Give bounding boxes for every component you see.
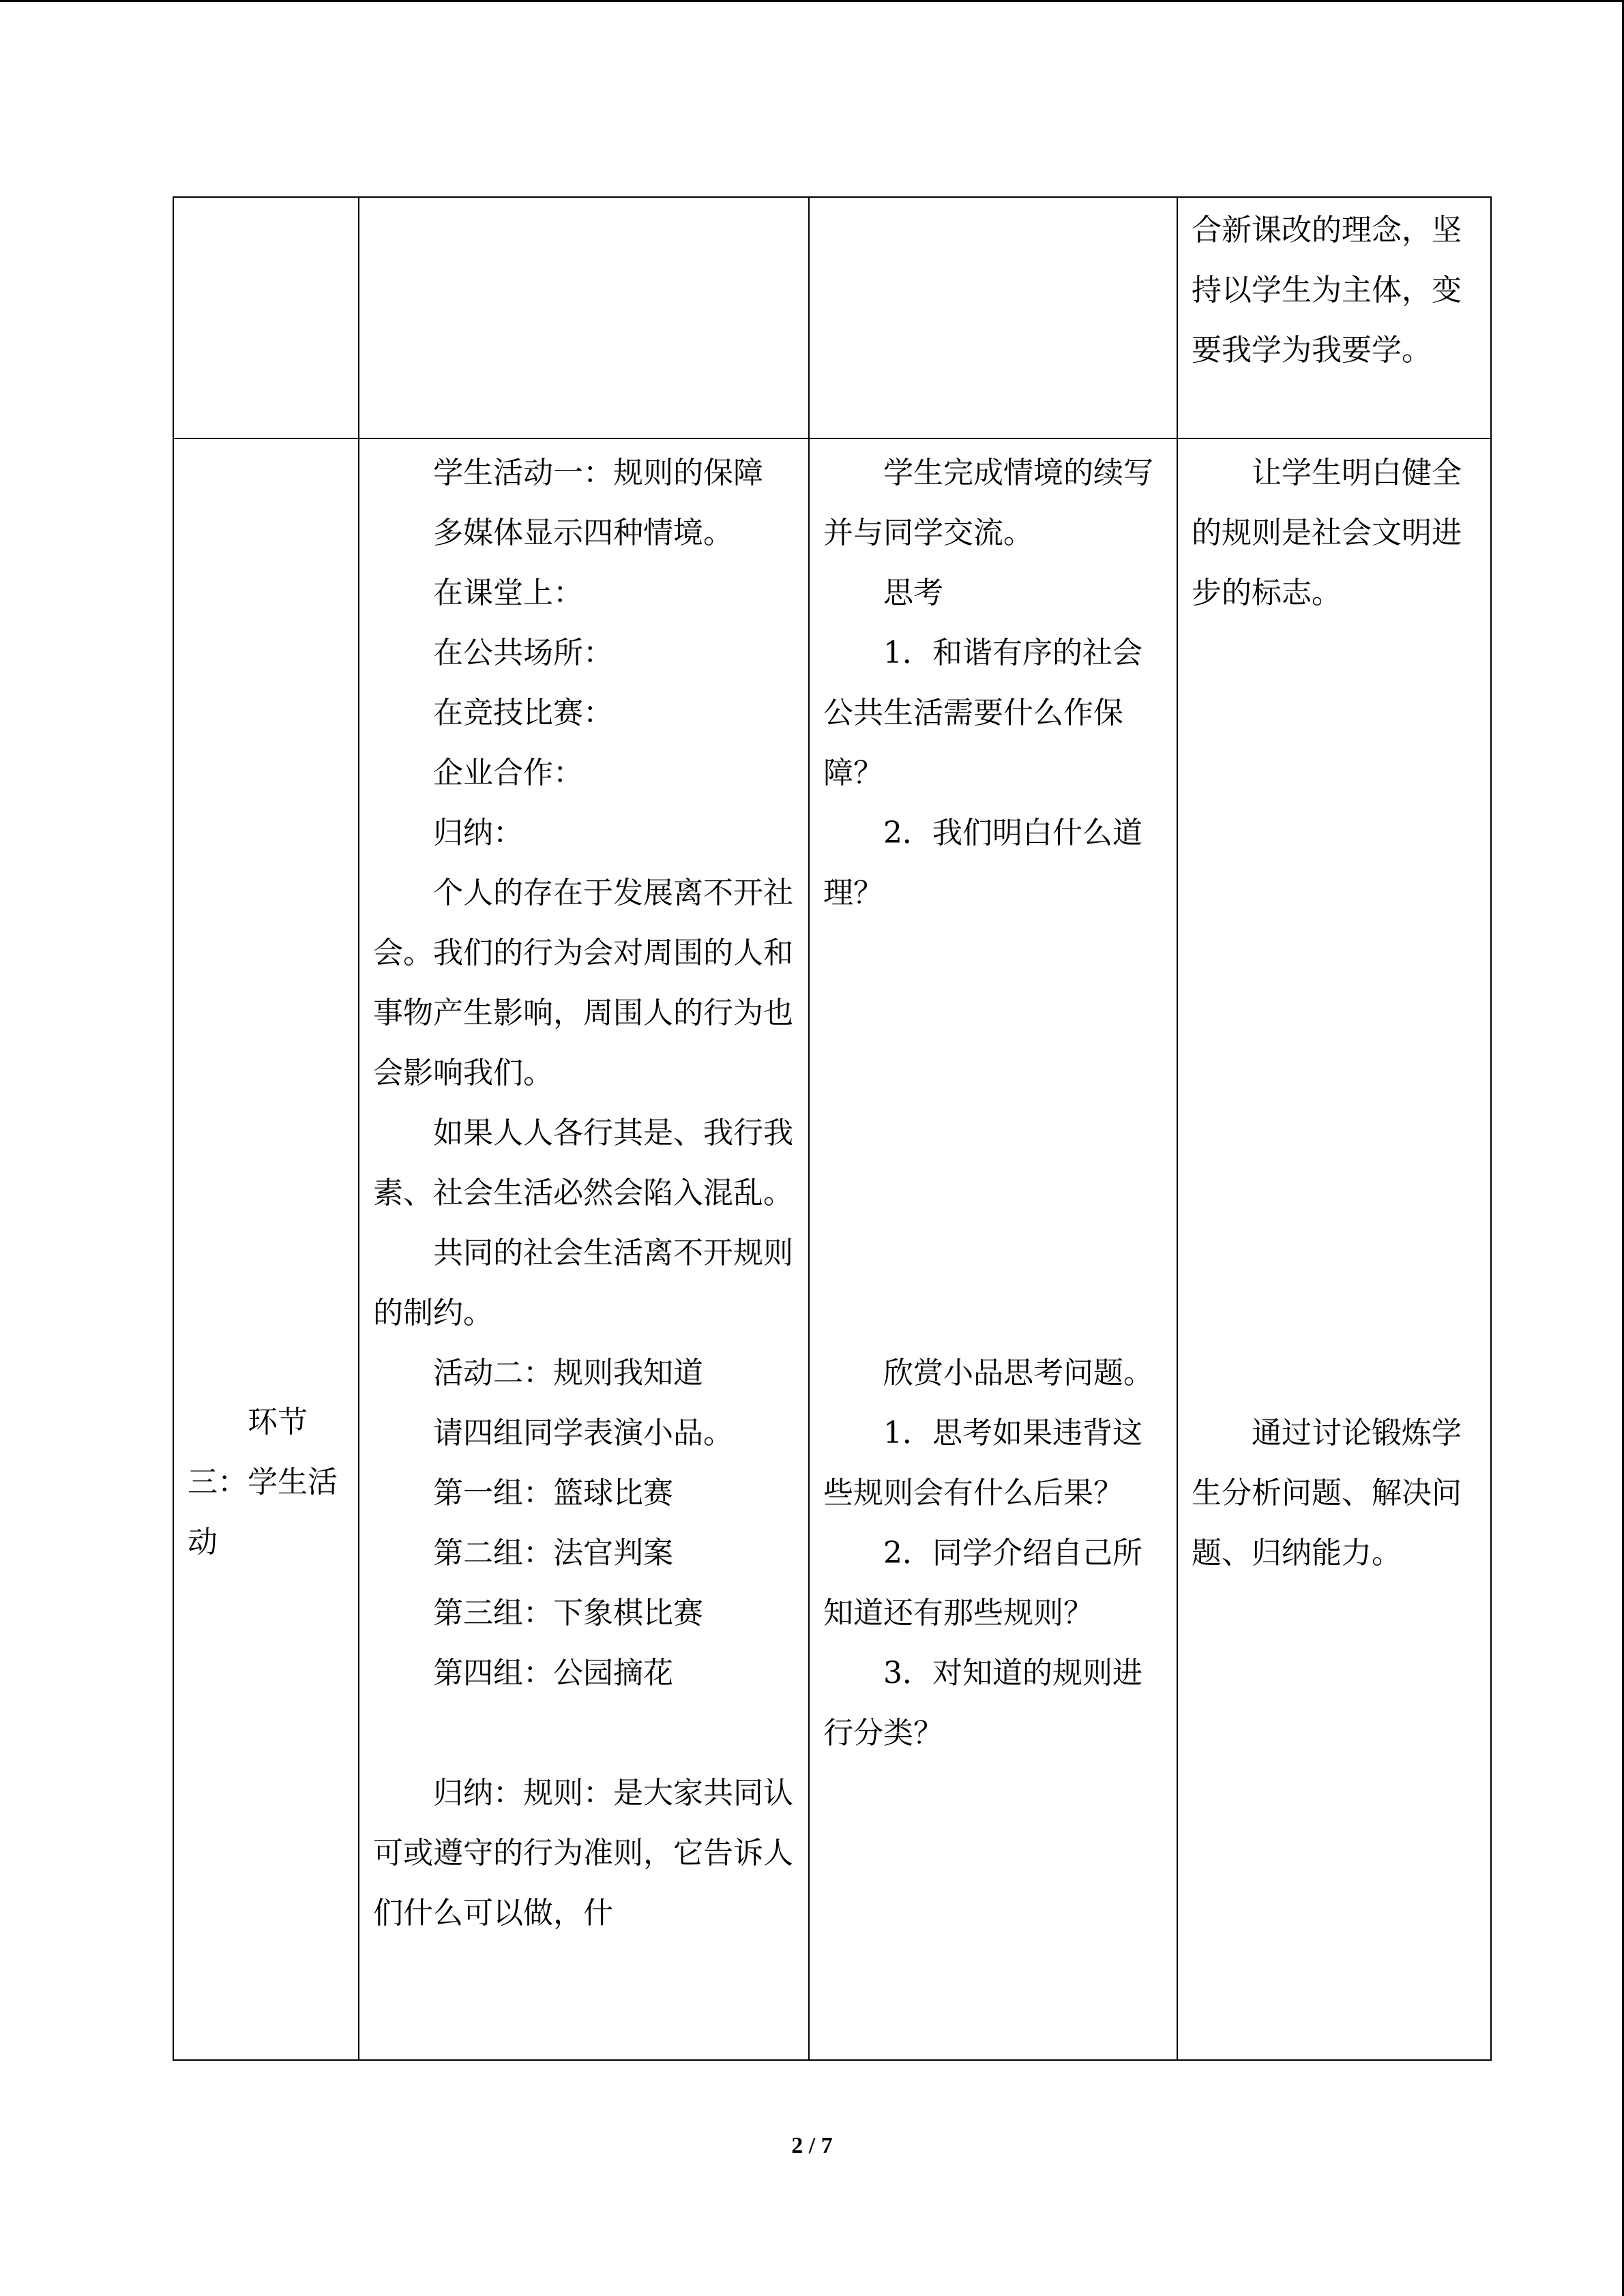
- teacher-line: 第二组：法官判案: [433, 1536, 673, 1570]
- teacher-line: 活动二：规则我知道: [433, 1356, 703, 1390]
- teacher-line: 学生活动一：规则的保障: [433, 456, 763, 490]
- teacher-line: 如果人人各行其是、我行我素、社会生活必然会陷入混乱。: [373, 1116, 793, 1210]
- lesson-plan-table: [173, 196, 1492, 2061]
- teacher-line: 第四组：公园摘花: [433, 1656, 673, 1690]
- student-line: 2．同学介绍自己所知道还有那些规则？: [823, 1536, 1142, 1630]
- table-cell-student-empty: [809, 197, 1177, 438]
- intent-text: 合新课改的理念，坚持以学生为主体，变要我学为我要学。: [1192, 213, 1462, 368]
- intent-text: 让学生明白健全的规则是社会文明进步的标志。: [1192, 456, 1462, 610]
- student-line: 思考: [883, 576, 943, 610]
- teacher-line: 企业合作：: [433, 756, 583, 790]
- student-line: 2．我们明白什么道理？: [823, 816, 1142, 910]
- teacher-line: 归纳：: [433, 816, 523, 850]
- table-cell-intent: [1177, 197, 1491, 438]
- teacher-line: 第一组：篮球比赛: [433, 1476, 673, 1510]
- teacher-line: 共同的社会生活离不开规则的制约。: [373, 1236, 793, 1330]
- page-top-border: [0, 0, 1624, 2]
- teacher-line: 多媒体显示四种情境。: [433, 516, 733, 550]
- page-number: 2 / 7: [791, 2133, 833, 2158]
- teacher-line: 第三组：下象棋比赛: [433, 1596, 703, 1630]
- table-row: [173, 438, 1491, 2060]
- student-line: 1．思考如果违背这些规则会有什么后果？: [823, 1416, 1142, 1510]
- table-cell-teacher-empty: [359, 197, 809, 438]
- teacher-line: 请四组同学表演小品。: [433, 1416, 733, 1450]
- table-cell-teacher-activity: [359, 438, 809, 2060]
- table-cell-stage-empty: [173, 197, 359, 438]
- teacher-line: 在竞技比赛：: [433, 696, 613, 730]
- intent-text: 通过讨论锻炼学生分析问题、解决问题、归纳能力。: [1192, 1416, 1462, 1570]
- teacher-line: 个人的存在于发展离不开社会。我们的行为会对周围的人和事物产生影响，周围人的行为也会影响我们。: [373, 876, 793, 1090]
- table-row: [173, 197, 1491, 438]
- student-line: 欣赏小品思考问题。: [883, 1356, 1153, 1390]
- teacher-line: 在课堂上：: [433, 576, 583, 610]
- spacer: [1192, 623, 1477, 1403]
- student-line: 学生完成情境的续写并与同学交流。: [823, 456, 1153, 550]
- stage-label: 环节三：学生活动: [188, 1405, 338, 1560]
- teacher-line: 在公共场所：: [433, 636, 613, 670]
- student-line: 3．对知道的规则进行分类？: [823, 1656, 1142, 1750]
- student-line: 1．和谐有序的社会公共生活需要什么作保障？: [823, 636, 1142, 790]
- spacer: [823, 923, 1163, 1343]
- table-cell-stage: [173, 438, 359, 2060]
- table-cell-student-activity: [809, 438, 1177, 2060]
- teacher-line: 归纳：规则：是大家共同认可或遵守的行为准则，它告诉人们什么可以做，什: [373, 1776, 793, 1930]
- table-cell-design-intent: [1177, 438, 1491, 2060]
- blank-line: [373, 1703, 795, 1763]
